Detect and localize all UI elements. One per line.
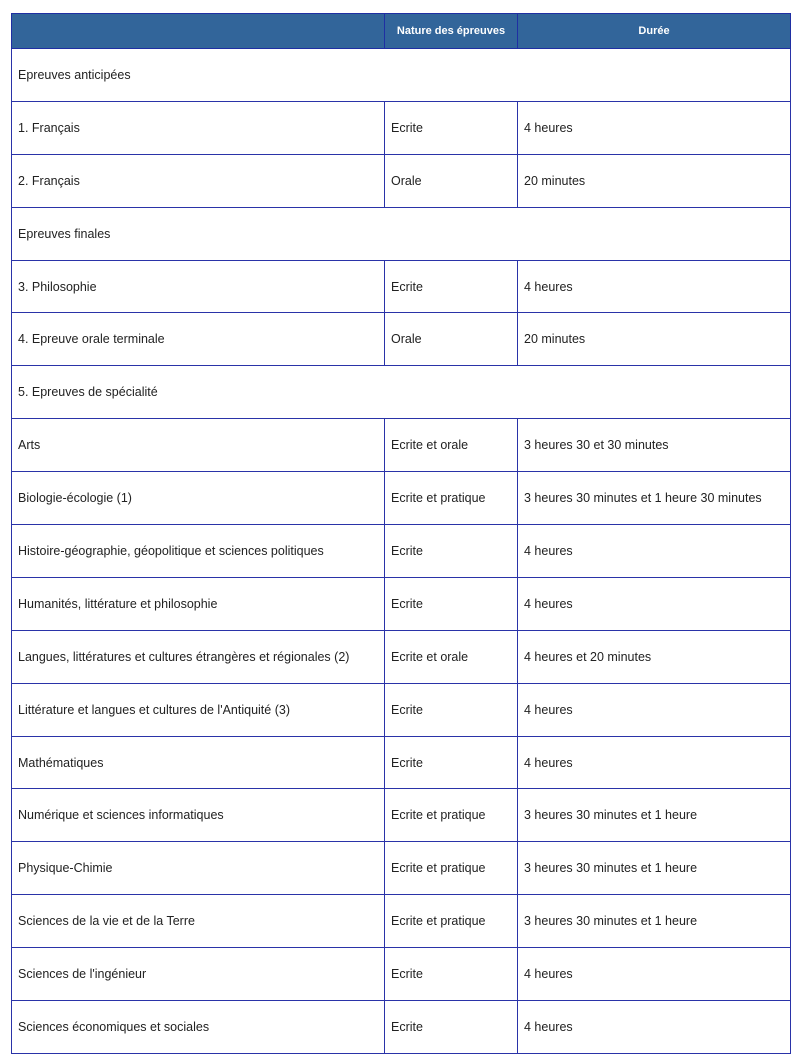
section-label: 5. Epreuves de spécialité [12,366,791,419]
table-row [12,683,791,736]
duree-cell: 4 heures [518,1001,791,1054]
subject-cell: 4. Epreuve orale terminale [12,313,385,366]
subject-cell: Langues, littératures et cultures étrangères et régionales (2) [12,630,385,683]
nature-cell: Ecrite et pratique [385,842,518,895]
subject-cell: Mathématiques [12,736,385,789]
nature-cell: Ecrite [385,683,518,736]
nature-cell: Ecrite [385,577,518,630]
table-row [12,472,791,525]
subject-cell: Arts [12,419,385,472]
table-row [12,736,791,789]
duree-cell: 20 minutes [518,154,791,207]
duree-cell: 3 heures 30 minutes et 1 heure 30 minutes [518,472,791,525]
nature-cell: Ecrite et pratique [385,472,518,525]
subject-cell: Littérature et langues et cultures de l'Antiquité (3) [12,683,385,736]
table-row [12,154,791,207]
nature-cell: Ecrite [385,736,518,789]
duree-cell: 3 heures 30 minutes et 1 heure [518,895,791,948]
subject-cell: Sciences de la vie et de la Terre [12,895,385,948]
subject-cell: Sciences économiques et sociales [12,1001,385,1054]
table-row [12,789,791,842]
section-row [12,49,791,102]
header-duree: Durée [518,14,791,49]
nature-cell: Ecrite [385,525,518,578]
subject-cell: Physique-Chimie [12,842,385,895]
table-row [12,525,791,578]
nature-cell: Ecrite [385,1001,518,1054]
nature-cell: Ecrite et orale [385,630,518,683]
table-header-row [12,14,791,49]
nature-cell: Ecrite [385,260,518,313]
duree-cell: 3 heures 30 minutes et 1 heure [518,789,791,842]
subject-cell: Numérique et sciences informatiques [12,789,385,842]
duree-cell: 20 minutes [518,313,791,366]
duree-cell: 4 heures et 20 minutes [518,630,791,683]
duree-cell: 3 heures 30 minutes et 1 heure [518,842,791,895]
duree-cell: 4 heures [518,260,791,313]
table-row [12,948,791,1001]
table-row [12,419,791,472]
nature-cell: Ecrite [385,948,518,1001]
table-body [12,49,791,1054]
header-subject [12,14,385,49]
table-row [12,313,791,366]
duree-cell: 4 heures [518,525,791,578]
header-nature: Nature des épreuves [385,14,518,49]
subject-cell: Humanités, littérature et philosophie [12,577,385,630]
section-row [12,207,791,260]
duree-cell: 4 heures [518,101,791,154]
subject-cell: Sciences de l'ingénieur [12,948,385,1001]
exam-table-container [11,13,790,1053]
nature-cell: Ecrite et pratique [385,789,518,842]
duree-cell: 4 heures [518,736,791,789]
nature-cell: Ecrite et pratique [385,895,518,948]
section-label: Epreuves finales [12,207,791,260]
nature-cell: Ecrite [385,101,518,154]
table-row [12,260,791,313]
section-row [12,366,791,419]
subject-cell: 2. Français [12,154,385,207]
table-row [12,842,791,895]
table-row [12,630,791,683]
table-row [12,101,791,154]
subject-cell: 1. Français [12,101,385,154]
nature-cell: Orale [385,154,518,207]
duree-cell: 4 heures [518,577,791,630]
subject-cell: Biologie-écologie (1) [12,472,385,525]
section-label: Epreuves anticipées [12,49,791,102]
table-row [12,1001,791,1054]
duree-cell: 4 heures [518,683,791,736]
duree-cell: 3 heures 30 et 30 minutes [518,419,791,472]
nature-cell: Orale [385,313,518,366]
duree-cell: 4 heures [518,948,791,1001]
nature-cell: Ecrite et orale [385,419,518,472]
exam-table [11,13,791,1054]
table-row [12,895,791,948]
subject-cell: 3. Philosophie [12,260,385,313]
table-row [12,577,791,630]
subject-cell: Histoire-géographie, géopolitique et sciences politiques [12,525,385,578]
